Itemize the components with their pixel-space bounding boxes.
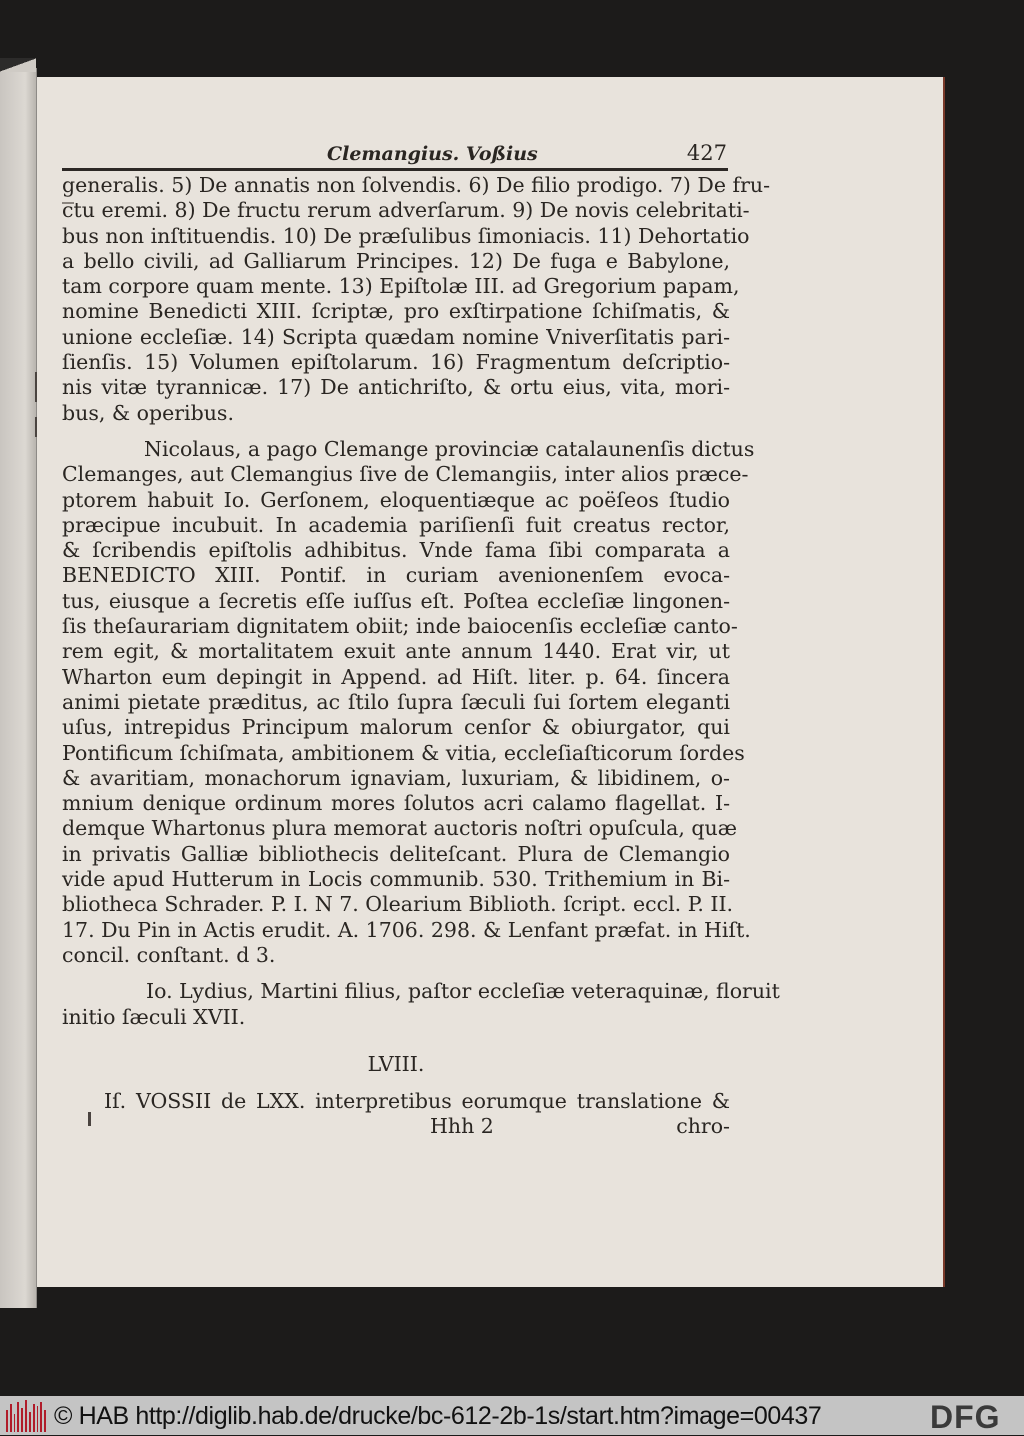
margin-mark	[35, 417, 37, 437]
text-line: & ſcribendis epiſtolis adhibitus. Vnde fama ſibi comparata a	[62, 538, 730, 563]
adjacent-page-edge	[0, 68, 37, 1308]
text-line: Nicolaus, a pago Clemange provinciæ catalaunenſis dictus	[144, 436, 755, 461]
text-line: Wharton eum depingit in Append. ad Hiſt. liter. p. 64. ſincera	[62, 664, 730, 689]
paragraph-nicolaus	[62, 436, 755, 968]
running-head	[307, 141, 727, 167]
text-line: bus, & operibus.	[62, 400, 234, 425]
text-line: bus non inſtituendis. 10) De præſulibus ſimoniacis. 11) Dehortatio	[62, 223, 750, 248]
signature-line	[62, 1114, 730, 1139]
paragraph-lydius	[62, 979, 780, 1030]
text-line: BENEDICTO XIII. Pontif. in curiam avenionenſem evoca-	[62, 563, 730, 588]
text-line: Clemanges, aut Clemangius ſive de Clemangiis, inter alios præce-	[62, 462, 749, 487]
text-line: & avaritiam, monachorum ignaviam, luxuriam, & libidinem, o-	[62, 765, 730, 790]
dfg-logo-icon: DFG	[930, 1399, 1001, 1435]
margin-mark	[35, 372, 37, 402]
text-line: nis vitæ tyrannicæ. 17) De antichriſto, & ortu eius, vita, mori-	[62, 375, 730, 400]
text-line: 17. Du Pin in Actis erudit. A. 1706. 298. & Lenfant præfat. in Hiſt.	[62, 917, 751, 942]
paragraph-works-list	[62, 173, 771, 426]
text-line: præcipue incubuit. In academia pariſienſi fuit creatus rector,	[62, 512, 730, 537]
running-head-title: Clemangius. Voßius	[327, 143, 538, 165]
text-line: Io. Lydius, Martini filius, paſtor eccleſiæ veteraquinæ, floruit	[146, 979, 780, 1004]
section-number: LVIII.	[367, 1051, 425, 1076]
page-number: 427	[686, 141, 727, 165]
text-line: a bello civili, ad Galliarum Principes. 12) De fuga e Babylone,	[62, 248, 730, 273]
section-title	[62, 1089, 730, 1114]
hab-logo-icon	[6, 1400, 46, 1432]
text-line: ctu eremi. 8) De fructu rerum adverſarum. 9) De novis celebritati-	[62, 198, 750, 223]
text-line: nomine Benedicti XIII. ſcriptæ, pro exſtirpatione ſchiſmatis, &	[62, 299, 730, 324]
text-line: bliotheca Schrader. P. I. N 7. Olearium Biblioth. ſcript. eccl. P. II.	[62, 892, 734, 917]
text-line: unione eccleſiæ. 14) Scripta quædam nomine Vniverſitatis pari-	[62, 324, 730, 349]
text-line: rem egit, & mortalitatem exuit ante annum 1440. Erat vir, ut	[62, 639, 730, 664]
header-rule	[62, 168, 728, 171]
text-line: vide apud Hutterum in Locis communib. 530. Trithemium in Bi-	[62, 867, 730, 892]
text-line: ſienſis. 15) Volumen epiſtolarum. 16) Fragmentum deſcriptio-	[62, 350, 730, 375]
text-line: Pontificum ſchiſmata, ambitionem & vitia, eccleſiaſticorum ſordes	[62, 740, 745, 765]
text-line: ptorem habuit Io. Gerſonem, eloquentiæque ac poëſeos ſtudio	[62, 487, 730, 512]
catchword: chro-	[676, 1114, 730, 1139]
text-line: ſis theſaurariam dignitatem obiit; inde baiocenſis eccleſiæ canto-	[62, 614, 738, 639]
text-line: Iſ. VOSSII de LXX. interpretibus eorumque translatione &	[104, 1089, 730, 1114]
text-line: uſus, intrepidus Principum malorum cenſor & obiurgator, qui	[62, 715, 730, 740]
text-line: demque Whartonus plura memorat auctoris noſtri opuſcula, quæ	[62, 816, 737, 841]
text-line: generalis. 5) De annatis non ſolvendis. 6) De filio prodigo. 7) De fru-	[62, 173, 771, 197]
text-line: animi pietate præditus, ac ſtilo ſupra ſæculi ſui ſortem eleganti	[62, 689, 730, 714]
body-text	[62, 173, 780, 1140]
text-line: mnium denique ordinum mores ſolutos acri calamo flagellat. I-	[62, 791, 730, 816]
text-line: tam corpore quam mente. 13) Epiſtolæ III. ad Gregorium papam,	[62, 274, 740, 299]
book-page	[37, 77, 943, 1287]
text-line: concil. conſtant. d 3.	[62, 942, 276, 967]
copyright-url[interactable]: © HAB http://diglib.hab.de/drucke/bc-612-2b-1s/start.htm?image=00437	[54, 1402, 822, 1430]
footer-bar	[0, 1396, 1024, 1435]
signature-mark: Hhh 2	[430, 1114, 494, 1139]
text-line: in privatis Galliæ bibliothecis deliteſcant. Plura de Clemangio	[62, 841, 730, 866]
text-line: initio ſæculi XVII.	[62, 1004, 246, 1029]
text-line: tus, eiusque a ſecretis eſſe iuſſus eſt. Poſtea eccleſiæ lingonen-	[62, 588, 730, 613]
